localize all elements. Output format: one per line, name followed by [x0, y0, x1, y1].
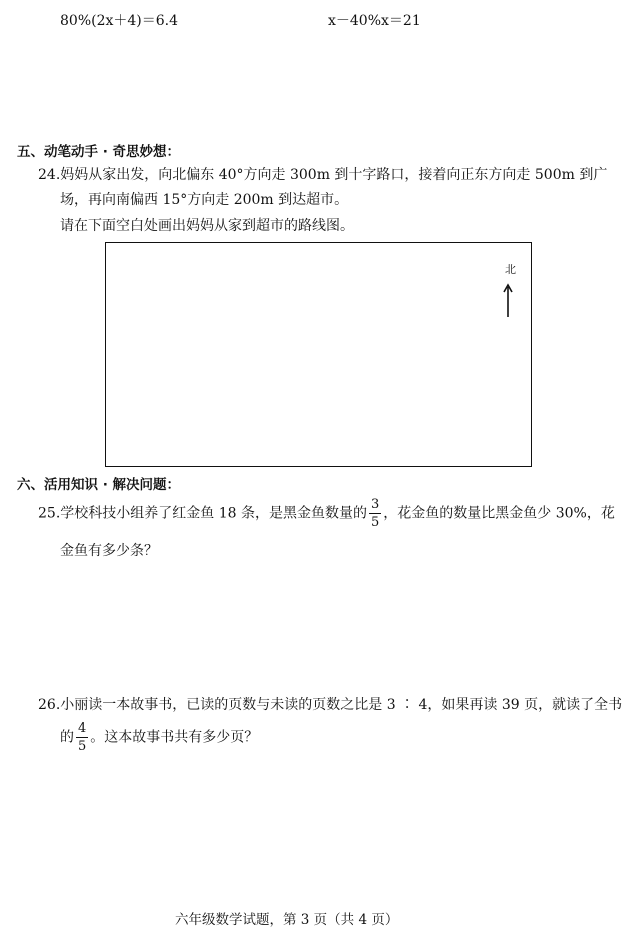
- fraction-four-fifths: [76, 722, 88, 753]
- question-24-line1: 24.妈妈从家出发，向北偏东 40°方向走 300m 到十字路口，接着向正东方向走 500m 到广: [38, 167, 608, 183]
- fraction-numerator: 3: [370, 497, 380, 512]
- fraction-denominator: 5: [370, 515, 380, 530]
- page-footer: 六年级数学试题，第 3 页（共 4 页）: [175, 912, 399, 928]
- fraction-numerator: 4: [78, 721, 87, 736]
- north-label: 北: [505, 263, 516, 276]
- question-26-text-a: 的: [60, 729, 74, 746]
- question-25-text-b: ，花金鱼的数量比黑金鱼少 30%，花: [383, 505, 615, 522]
- question-26-line1: 26.小丽读一本故事书，已读的页数与未读的页数之比是 3 ∶ 4，如果再读 39 页，就读了全书: [38, 697, 623, 713]
- fraction-denominator: 5: [78, 739, 87, 754]
- equation-percent: 80%(2x＋4)＝6.4: [60, 13, 179, 29]
- section-6-heading: 六、活用知识 · 解决问题：: [17, 477, 181, 493]
- fraction-three-fifths: [369, 498, 381, 529]
- question-25-line2: 金鱼有多少条？: [60, 543, 158, 559]
- question-25-text-a: 25.学校科技小组养了红金鱼 18 条，是黑金鱼数量的: [38, 505, 367, 522]
- question-26-text-b: 。这本故事书共有多少页？: [90, 729, 259, 746]
- north-arrow-icon: [502, 283, 514, 319]
- question-25-line1: [38, 498, 615, 529]
- equation-x: x－40%x＝21: [328, 13, 421, 29]
- question-24-line2: 场，再向南偏西 15°方向走 200m 到达超市。: [60, 192, 349, 208]
- question-26-line2: [60, 722, 258, 753]
- question-24-instruction: 请在下面空白处画出妈妈从家到超市的路线图。: [60, 218, 354, 234]
- section-5-heading: 五、动笔动手 · 奇思妙想：: [17, 144, 181, 160]
- drawing-area[interactable]: [105, 242, 532, 467]
